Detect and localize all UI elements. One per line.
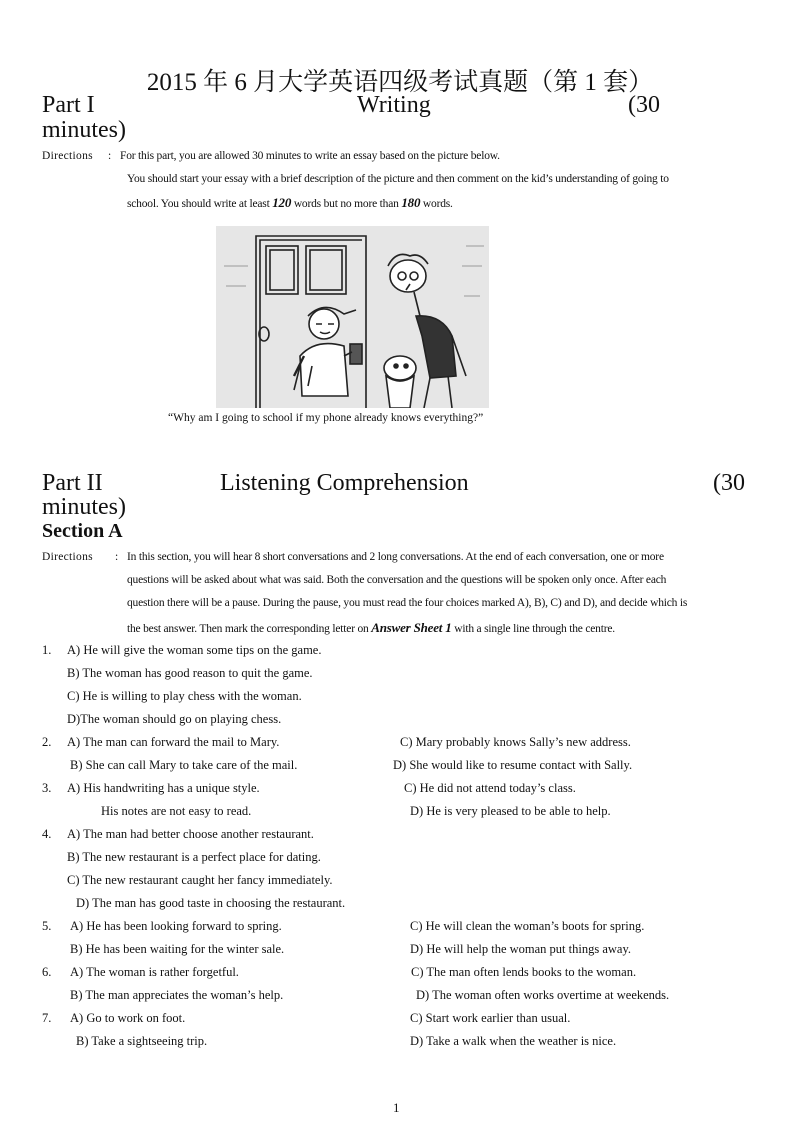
part1-name: Writing — [357, 92, 431, 118]
min-words: 120 — [272, 195, 292, 210]
part2-directions-line4: the best answer. Then mark the corresponding letter on Answer Sheet 1 with a single line through the centre. — [127, 620, 615, 635]
question-number: 5. — [42, 919, 52, 933]
q5-option-a: A) He has been looking forward to spring. — [70, 919, 282, 933]
q5-option-c: C) He will clean the woman’s boots for spring. — [410, 919, 645, 933]
part1-directions-line2: You should start your essay with a brief description of the picture and then comment on the kid’s understanding of going to — [127, 173, 669, 185]
q1-option-b: B) The woman has good reason to quit the game. — [67, 666, 313, 680]
part1-time-unit: minutes) — [42, 117, 126, 143]
part2-directions-line1: In this section, you will hear 8 short conversations and 2 long conversations. At the end of each conversation, one or more — [127, 551, 664, 563]
q3-option-c: C) He did not attend today’s class. — [404, 781, 576, 795]
question-number: 1. — [42, 643, 52, 657]
q7-option-c: C) Start work earlier than usual. — [410, 1011, 571, 1025]
q6-option-a: A) The woman is rather forgetful. — [70, 965, 239, 979]
q2-option-a: A) The man can forward the mail to Mary. — [67, 735, 280, 749]
question-number: 6. — [42, 965, 52, 979]
q6-option-d: D) The woman often works overtime at weekends. — [416, 988, 670, 1002]
page-title: 2015 年 6 月大学英语四级考试真题（第 1 套） — [146, 69, 654, 96]
q4-option-c: C) The new restaurant caught her fancy immediately. — [67, 873, 333, 887]
part2-time: (30 — [713, 470, 745, 496]
q1-option-a: A) He will give the woman some tips on the game. — [67, 643, 322, 657]
q3-option-a: A) His handwriting has a unique style. — [67, 781, 260, 795]
q2-option-d: D) She would like to resume contact with Sally. — [393, 758, 633, 772]
cartoon-caption: “Why am I going to school if my phone already knows everything?” — [168, 412, 484, 424]
question-number: 2. — [42, 735, 52, 749]
question-number: 4. — [42, 827, 52, 841]
part1-directions-line1: For this part, you are allowed 30 minutes to write an essay based on the picture below. — [120, 150, 500, 162]
part1-label: Part I — [42, 92, 95, 118]
question-number: 7. — [42, 1011, 52, 1025]
max-words: 180 — [401, 195, 421, 210]
part1-directions-colon: : — [108, 150, 112, 162]
part2-time-unit: minutes) — [42, 494, 126, 520]
part2-label: Part II — [42, 470, 103, 496]
q1-option-c: C) He is willing to play chess with the woman. — [67, 689, 302, 703]
question-number: 3. — [42, 781, 52, 795]
section-a-heading: Section A — [42, 520, 123, 542]
answer-sheet-ref: Answer Sheet 1 — [371, 620, 452, 635]
q3-option-b: His notes are not easy to read. — [101, 804, 252, 818]
part2-name: Listening Comprehension — [220, 470, 469, 496]
part2-directions-line2: questions will be asked about what was said. Both the conversation and the questions will be spoken only once. After each — [127, 574, 667, 586]
q4-option-a: A) The man had better choose another restaurant. — [67, 827, 314, 841]
q5-option-b: B) He has been waiting for the winter sale. — [70, 942, 285, 956]
part2-directions-colon: : — [115, 551, 119, 563]
part1-directions-label: Directions — [42, 150, 93, 162]
part2-directions-label: Directions — [42, 551, 93, 563]
part1-directions-line3: school. You should write at least 120 words but no more than 180 words. — [127, 195, 453, 210]
q4-option-b: B) The new restaurant is a perfect place for dating. — [67, 850, 321, 864]
part2-directions-line3: question there will be a pause. During the pause, you must read the four choices marked A), B), C) and D), and decide which is — [127, 597, 688, 609]
q6-option-c: C) The man often lends books to the woman. — [411, 965, 637, 979]
q1-option-d: D)The woman should go on playing chess. — [67, 712, 282, 726]
q5-option-d: D) He will help the woman put things away. — [410, 942, 632, 956]
q7-option-d: D) Take a walk when the weather is nice. — [410, 1034, 617, 1048]
q6-option-b: B) The man appreciates the woman’s help. — [70, 988, 284, 1002]
page-number: 1 — [393, 1100, 400, 1115]
q2-option-c: C) Mary probably knows Sally’s new address. — [400, 735, 631, 749]
part1-time: (30 — [628, 92, 660, 118]
q4-option-d: D) The man has good taste in choosing the restaurant. — [76, 896, 346, 910]
q7-option-a: A) Go to work on foot. — [70, 1011, 186, 1025]
q7-option-b: B) Take a sightseeing trip. — [76, 1034, 208, 1048]
cartoon-illustration — [216, 226, 489, 408]
q2-option-b: B) She can call Mary to take care of the mail. — [70, 758, 298, 772]
q3-option-d: D) He is very pleased to be able to help. — [410, 804, 611, 818]
